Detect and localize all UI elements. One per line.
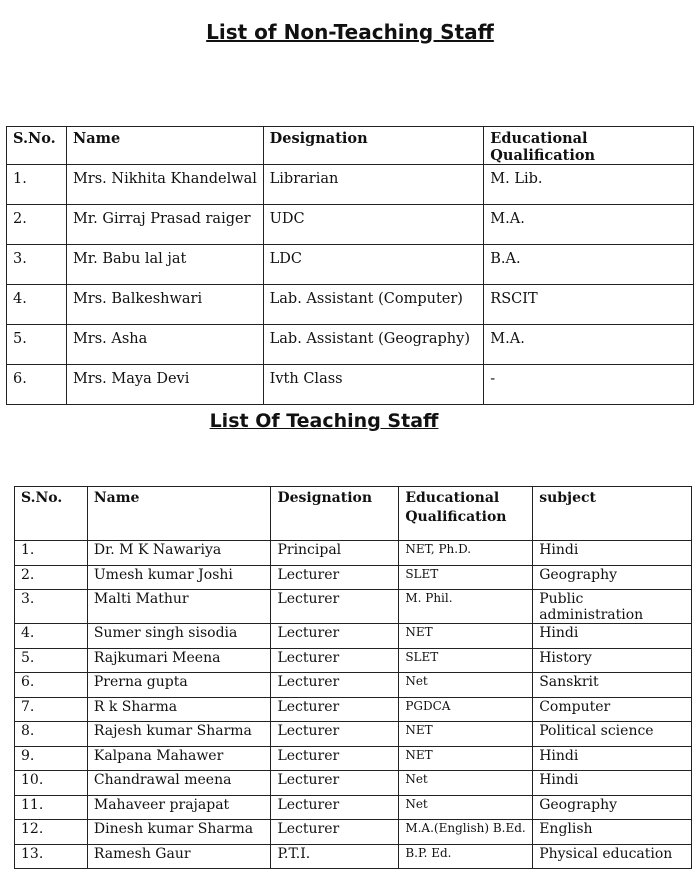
cell-qualification: RSCIT <box>484 285 694 325</box>
cell-name: Mrs. Balkeshwari <box>66 285 263 325</box>
table-row <box>15 541 692 566</box>
table-row <box>7 165 694 205</box>
cell-name: Chandrawal meena <box>87 771 271 796</box>
cell-subject: Geography <box>533 795 692 820</box>
table-row <box>15 795 692 820</box>
table-row <box>15 624 692 649</box>
cell-qualification: SLET <box>399 648 533 673</box>
cell-sno: 9. <box>15 746 88 771</box>
cell-sno: 1. <box>15 541 88 566</box>
cell-sno: 1. <box>7 165 67 205</box>
cell-subject: Political science <box>533 722 692 747</box>
table-row <box>15 648 692 673</box>
cell-sno: 4. <box>7 285 67 325</box>
cell-qualification: B.P. Ed. <box>399 844 533 869</box>
table-row <box>15 771 692 796</box>
cell-designation: LDC <box>263 245 484 285</box>
cell-sno: 8. <box>15 722 88 747</box>
cell-designation: Lecturer <box>271 697 399 722</box>
header-sno: S.No. <box>15 487 88 541</box>
cell-name: Mrs. Nikhita Khandelwal <box>66 165 263 205</box>
cell-subject: Geography <box>533 565 692 590</box>
cell-name: Mr. Girraj Prasad raiger <box>66 205 263 245</box>
cell-sno: 12. <box>15 820 88 845</box>
cell-subject: Hindi <box>533 541 692 566</box>
cell-qualification: Net <box>399 795 533 820</box>
header-name: Name <box>87 487 271 541</box>
cell-name: Rajesh kumar Sharma <box>87 722 271 747</box>
cell-designation: Lecturer <box>271 624 399 649</box>
table-row <box>15 844 692 869</box>
cell-designation: Lecturer <box>271 673 399 698</box>
cell-subject: Computer <box>533 697 692 722</box>
cell-designation: Lecturer <box>271 722 399 747</box>
cell-designation: Librarian <box>263 165 484 205</box>
cell-sno: 2. <box>15 565 88 590</box>
cell-name: Prerna gupta <box>87 673 271 698</box>
cell-designation: P.T.I. <box>271 844 399 869</box>
header-designation: Designation <box>263 127 484 165</box>
cell-sno: 13. <box>15 844 88 869</box>
cell-name: Sumer singh sisodia <box>87 624 271 649</box>
table-row <box>15 746 692 771</box>
cell-sno: 10. <box>15 771 88 796</box>
cell-name: Dr. M K Nawariya <box>87 541 271 566</box>
cell-sno: 11. <box>15 795 88 820</box>
cell-designation: Ivth Class <box>263 365 484 405</box>
cell-sno: 4. <box>15 624 88 649</box>
cell-sno: 7. <box>15 697 88 722</box>
cell-qualification: NET <box>399 722 533 747</box>
cell-designation: Lecturer <box>271 771 399 796</box>
cell-sno: 3. <box>7 245 67 285</box>
cell-subject: Public administration <box>533 590 692 624</box>
cell-subject: English <box>533 820 692 845</box>
header-qualification: Educational Qualification <box>399 487 533 541</box>
cell-designation: Lecturer <box>271 820 399 845</box>
teaching-staff-title: List Of Teaching Staff <box>209 410 439 432</box>
table-row <box>7 285 694 325</box>
table-row <box>7 365 694 405</box>
cell-sno: 2. <box>7 205 67 245</box>
cell-qualification: M. Phil. <box>399 590 533 624</box>
non-teaching-staff-table <box>6 126 694 405</box>
table-row <box>7 205 694 245</box>
cell-designation: Lab. Assistant (Computer) <box>263 285 484 325</box>
cell-name: Mr. Babu lal jat <box>66 245 263 285</box>
cell-designation: Lecturer <box>271 590 399 624</box>
table-row <box>15 722 692 747</box>
cell-designation: Lecturer <box>271 746 399 771</box>
table-header-row <box>7 127 694 165</box>
cell-qualification: Net <box>399 771 533 796</box>
cell-name: Kalpana Mahawer <box>87 746 271 771</box>
cell-sno: 3. <box>15 590 88 624</box>
header-designation: Designation <box>271 487 399 541</box>
table-row <box>15 673 692 698</box>
cell-designation: Lab. Assistant (Geography) <box>263 325 484 365</box>
cell-subject: Physical education <box>533 844 692 869</box>
cell-name: Mrs. Maya Devi <box>66 365 263 405</box>
cell-subject: Hindi <box>533 624 692 649</box>
cell-name: Mahaveer prajapat <box>87 795 271 820</box>
table-row <box>15 565 692 590</box>
teaching-staff-table <box>14 486 692 869</box>
cell-designation: Lecturer <box>271 565 399 590</box>
cell-qualification: PGDCA <box>399 697 533 722</box>
header-sno: S.No. <box>7 127 67 165</box>
table-row <box>15 820 692 845</box>
cell-name: Ramesh Gaur <box>87 844 271 869</box>
cell-sno: 5. <box>7 325 67 365</box>
cell-designation: Lecturer <box>271 795 399 820</box>
cell-name: R k Sharma <box>87 697 271 722</box>
header-name: Name <box>66 127 263 165</box>
cell-qualification: SLET <box>399 565 533 590</box>
cell-qualification: NET, Ph.D. <box>399 541 533 566</box>
cell-name: Malti Mathur <box>87 590 271 624</box>
table-header-row <box>15 487 692 541</box>
cell-qualification: M. Lib. <box>484 165 694 205</box>
header-subject: subject <box>533 487 692 541</box>
cell-designation: UDC <box>263 205 484 245</box>
cell-qualification: NET <box>399 746 533 771</box>
table-row <box>15 590 692 624</box>
cell-qualification: - <box>484 365 694 405</box>
table-row <box>7 325 694 365</box>
cell-subject: Hindi <box>533 746 692 771</box>
cell-sno: 6. <box>15 673 88 698</box>
cell-sno: 6. <box>7 365 67 405</box>
cell-qualification: NET <box>399 624 533 649</box>
header-qualification: Educational Qualification <box>484 127 694 165</box>
cell-sno: 5. <box>15 648 88 673</box>
cell-name: Rajkumari Meena <box>87 648 271 673</box>
cell-subject: Hindi <box>533 771 692 796</box>
cell-designation: Lecturer <box>271 648 399 673</box>
cell-name: Umesh kumar Joshi <box>87 565 271 590</box>
table-row <box>15 697 692 722</box>
cell-name: Mrs. Asha <box>66 325 263 365</box>
table-row <box>7 245 694 285</box>
cell-subject: History <box>533 648 692 673</box>
cell-qualification: M.A. <box>484 325 694 365</box>
cell-subject: Sanskrit <box>533 673 692 698</box>
cell-qualification: B.A. <box>484 245 694 285</box>
cell-qualification: M.A. <box>484 205 694 245</box>
non-teaching-staff-title: List of Non-Teaching Staff <box>206 20 494 44</box>
cell-name: Dinesh kumar Sharma <box>87 820 271 845</box>
cell-qualification: Net <box>399 673 533 698</box>
cell-qualification: M.A.(English) B.Ed. <box>399 820 533 845</box>
cell-designation: Principal <box>271 541 399 566</box>
